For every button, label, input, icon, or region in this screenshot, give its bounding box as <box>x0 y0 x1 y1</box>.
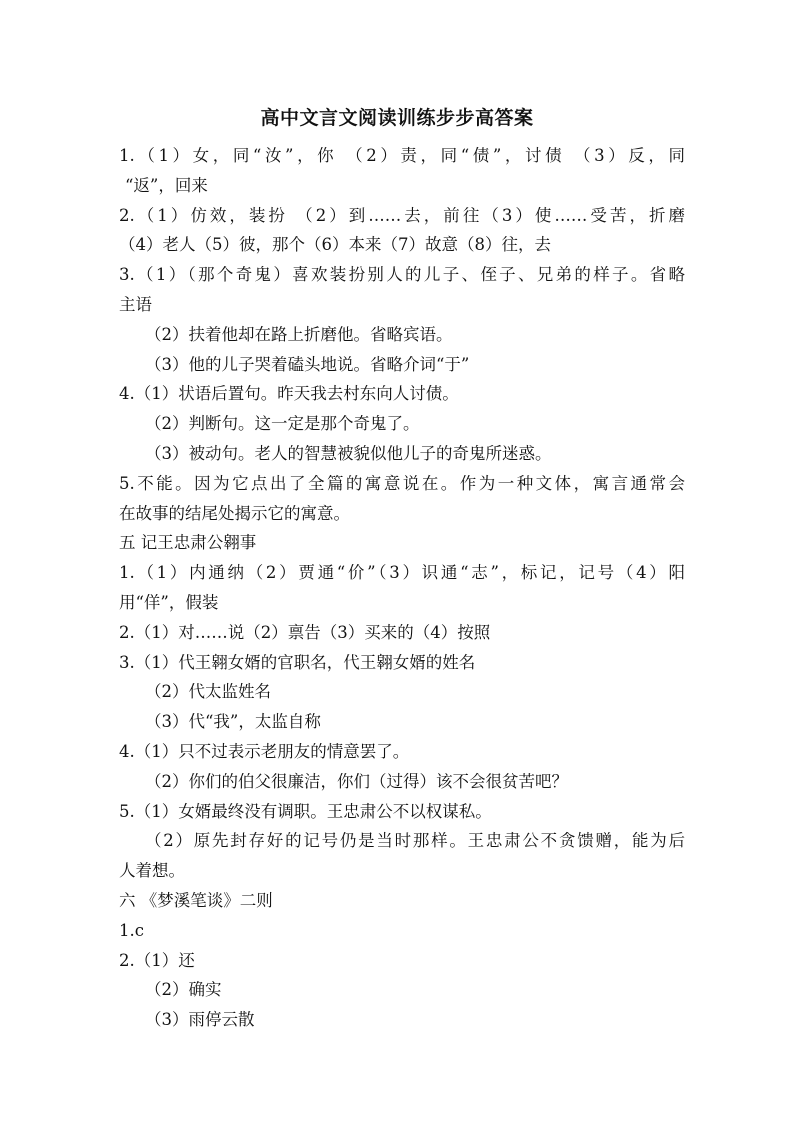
answer-line: 3.（1）代王翱女婿的官职名，代王翱女婿的姓名 <box>119 652 476 672</box>
answer-line: 1.c <box>119 920 144 940</box>
answer-line: （2）判断句。这一定是那个奇鬼了。 <box>145 414 420 434</box>
answer-line: 3.（1）（那个奇鬼）喜欢装扮别人的儿子、侄子、兄弟的样子。省略 <box>119 265 685 285</box>
answer-line: 2.（1）对……说（2）禀告（3）买来的（4）按照 <box>119 622 491 642</box>
answer-line: （2）确实 <box>145 980 222 1000</box>
answer-line: 1.（1）内通纳（2）贾通“价”（3）识通“志”，标记，记号（4）阳 <box>119 563 685 583</box>
answer-line: （4）老人（5）彼，那个（6）本来（7）故意（8）往，去 <box>119 235 551 255</box>
answer-line: （3）雨停云散 <box>145 1010 255 1030</box>
answer-line: （3）被动句。老人的智慧被貌似他儿子的奇鬼所迷惑。 <box>145 443 552 463</box>
answer-line: 在故事的结尾处揭示它的寓意。 <box>119 503 350 523</box>
section-heading: 六 《梦溪笔谈》二则 <box>119 890 273 910</box>
answer-line: （2）扶着他却在路上折磨他。省略宾语。 <box>145 324 453 344</box>
answer-line: 主语 <box>119 294 152 314</box>
answer-line: 5.不能。因为它点出了全篇的寓意说在。作为一种文体，寓言通常会 <box>119 473 685 493</box>
section-heading: 五 记王忠肃公翱事 <box>119 533 257 553</box>
answer-line: 人着想。 <box>119 861 185 881</box>
answer-line: （2）你们的伯父很廉洁，你们（过得）该不会很贫苦吧？ <box>145 771 568 791</box>
answer-line: 5.（1）女婿最终没有调职。王忠肃公不以权谋私。 <box>119 801 492 821</box>
answer-line: 用“佯”，假装 <box>119 592 219 612</box>
answer-body <box>119 141 685 1035</box>
answer-line: 4.（1）只不过表示老朋友的情意罢了。 <box>119 741 410 761</box>
answer-line: 1.（1）女，同“汝”，你 （2）责，同“债”，讨债 （3）反，同 <box>119 146 685 165</box>
answer-line: “返”，回来 <box>125 175 208 195</box>
answer-line: 2.（1）还 <box>119 950 195 970</box>
answer-line: 4.（1）状语后置句。昨天我去村东向人讨债。 <box>119 384 459 404</box>
answer-line: （3）他的儿子哭着磕头地说。省略介词“于” <box>145 354 470 374</box>
answer-line: （3）代“我”，太监自称 <box>145 712 321 732</box>
document-title: 高中文言文阅读训练步步高答案 <box>260 107 534 129</box>
answer-line: （2）原先封存好的记号仍是当时那样。王忠肃公不贪馈赠，能为后 <box>145 831 685 851</box>
answer-line: 2.（1）仿效，装扮 （2）到……去，前往（3）使……受苦，折磨 <box>119 205 685 225</box>
answer-line: （2）代太监姓名 <box>145 682 271 702</box>
